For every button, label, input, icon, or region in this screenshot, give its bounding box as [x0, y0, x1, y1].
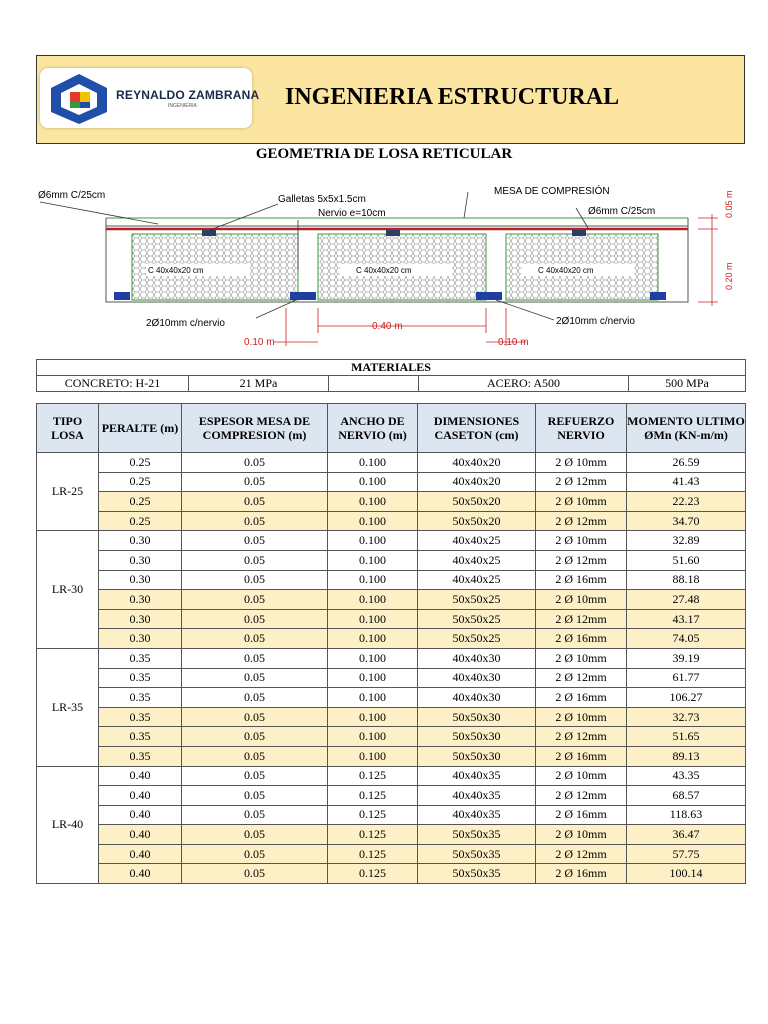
cell-peralte: 0.35 — [99, 688, 182, 708]
cell-ancho: 0.125 — [328, 766, 418, 786]
label-dim-height: 0.20 m — [724, 262, 734, 290]
concrete-label: CONCRETO: H-21 — [37, 376, 189, 392]
cell-refuerzo: 2 Ø 10mm — [536, 453, 627, 473]
cell-dimensiones: 50x50x25 — [418, 590, 536, 610]
cell-momento: 106.27 — [627, 688, 746, 708]
cell-espesor: 0.05 — [182, 766, 328, 786]
page-header — [36, 55, 745, 144]
cell-peralte: 0.35 — [99, 707, 182, 727]
label-rebar-top-left: Ø6mm C/25cm — [38, 190, 106, 201]
cell-momento: 118.63 — [627, 805, 746, 825]
label-rebar-top-right: Ø6mm C/25cm — [588, 206, 656, 217]
table-row — [37, 727, 746, 747]
cell-peralte: 0.35 — [99, 746, 182, 766]
company-logo — [40, 68, 260, 128]
cell-momento: 68.57 — [627, 786, 746, 806]
logo-subtitle: INGENIERIA — [168, 103, 197, 109]
cell-espesor: 0.05 — [182, 805, 328, 825]
table-row — [37, 746, 746, 766]
materials-table — [36, 359, 746, 392]
cell-ancho: 0.100 — [328, 668, 418, 688]
bottom-rebar-1 — [114, 292, 130, 300]
cell-espesor: 0.05 — [182, 550, 328, 570]
cell-ancho: 0.100 — [328, 648, 418, 668]
table-row — [37, 531, 746, 551]
label-dim-010-right: 0.10 m — [498, 337, 529, 348]
cell-refuerzo: 2 Ø 16mm — [536, 864, 627, 884]
cell-refuerzo: 2 Ø 12mm — [536, 844, 627, 864]
cell-refuerzo: 2 Ø 12mm — [536, 472, 627, 492]
cell-refuerzo: 2 Ø 12mm — [536, 511, 627, 531]
slab-section-diagram — [28, 178, 740, 350]
cell-momento: 43.17 — [627, 609, 746, 629]
slab-properties-table — [36, 403, 746, 884]
table-row — [37, 590, 746, 610]
cell-momento: 89.13 — [627, 746, 746, 766]
cell-refuerzo: 2 Ø 16mm — [536, 688, 627, 708]
cell-dimensiones: 50x50x30 — [418, 727, 536, 747]
label-nervio: Nervio e=10cm — [318, 208, 386, 219]
cell-espesor: 0.05 — [182, 492, 328, 512]
block-label-3: C 40x40x20 cm — [538, 266, 594, 275]
cell-espesor: 0.05 — [182, 864, 328, 884]
table-row — [37, 609, 746, 629]
concrete-value: 21 MPa — [189, 376, 329, 392]
cell-momento: 27.48 — [627, 590, 746, 610]
cell-ancho: 0.125 — [328, 844, 418, 864]
cell-espesor: 0.05 — [182, 570, 328, 590]
cell-espesor: 0.05 — [182, 844, 328, 864]
cell-ancho: 0.100 — [328, 550, 418, 570]
cell-ancho: 0.100 — [328, 688, 418, 708]
cell-peralte: 0.35 — [99, 727, 182, 747]
cell-dimensiones: 50x50x30 — [418, 707, 536, 727]
header-peralte: PERALTE (m) — [99, 404, 182, 453]
cell-dimensiones: 40x40x25 — [418, 550, 536, 570]
cell-tipo: LR-40 — [37, 766, 99, 884]
cell-ancho: 0.125 — [328, 786, 418, 806]
cell-peralte: 0.25 — [99, 472, 182, 492]
cell-dimensiones: 50x50x25 — [418, 609, 536, 629]
table-row — [37, 453, 746, 473]
cell-momento: 51.65 — [627, 727, 746, 747]
header-dimensiones: DIMENSIONES CASETON (cm) — [418, 404, 536, 453]
cell-momento: 26.59 — [627, 453, 746, 473]
cell-dimensiones: 40x40x35 — [418, 786, 536, 806]
cell-refuerzo: 2 Ø 16mm — [536, 629, 627, 649]
cell-dimensiones: 40x40x30 — [418, 668, 536, 688]
cell-dimensiones: 40x40x35 — [418, 766, 536, 786]
cell-espesor: 0.05 — [182, 590, 328, 610]
cell-dimensiones: 50x50x20 — [418, 511, 536, 531]
table-row — [37, 864, 746, 884]
table-row — [37, 668, 746, 688]
cell-refuerzo: 2 Ø 10mm — [536, 590, 627, 610]
cell-espesor: 0.05 — [182, 472, 328, 492]
cell-momento: 32.73 — [627, 707, 746, 727]
cell-refuerzo: 2 Ø 10mm — [536, 766, 627, 786]
cell-espesor: 0.05 — [182, 609, 328, 629]
cell-refuerzo: 2 Ø 10mm — [536, 492, 627, 512]
cell-ancho: 0.100 — [328, 570, 418, 590]
cell-peralte: 0.40 — [99, 844, 182, 864]
cell-espesor: 0.05 — [182, 629, 328, 649]
cell-ancho: 0.100 — [328, 609, 418, 629]
cell-dimensiones: 40x40x20 — [418, 453, 536, 473]
label-dim-010-left: 0.10 m — [244, 337, 275, 348]
header-espesor: ESPESOR MESA DE COMPRESION (m) — [182, 404, 328, 453]
block-label-2: C 40x40x20 cm — [356, 266, 412, 275]
cell-refuerzo: 2 Ø 12mm — [536, 550, 627, 570]
cell-momento: 100.14 — [627, 864, 746, 884]
cell-peralte: 0.25 — [99, 511, 182, 531]
table-row — [37, 766, 746, 786]
cell-peralte: 0.30 — [99, 550, 182, 570]
cell-espesor: 0.05 — [182, 453, 328, 473]
cell-espesor: 0.05 — [182, 825, 328, 845]
cell-dimensiones: 50x50x30 — [418, 746, 536, 766]
cell-refuerzo: 2 Ø 16mm — [536, 570, 627, 590]
cell-dimensiones: 40x40x25 — [418, 531, 536, 551]
cell-momento: 32.89 — [627, 531, 746, 551]
bottom-rebar-4 — [650, 292, 666, 300]
steel-value: 500 MPa — [629, 376, 746, 392]
label-dim-top: 0.05 m — [724, 190, 734, 218]
cell-peralte: 0.40 — [99, 805, 182, 825]
cell-peralte: 0.40 — [99, 864, 182, 884]
header-ancho: ANCHO DE NERVIO (m) — [328, 404, 418, 453]
materials-title: MATERIALES — [37, 360, 746, 376]
cell-dimensiones: 40x40x20 — [418, 472, 536, 492]
cell-refuerzo: 2 Ø 12mm — [536, 727, 627, 747]
cell-espesor: 0.05 — [182, 707, 328, 727]
cell-espesor: 0.05 — [182, 531, 328, 551]
label-dim-040: 0.40 m — [372, 321, 403, 332]
table-row — [37, 825, 746, 845]
cell-refuerzo: 2 Ø 10mm — [536, 648, 627, 668]
cell-momento: 57.75 — [627, 844, 746, 864]
galleta-1 — [202, 230, 216, 236]
hexagon-logo-icon — [46, 72, 112, 126]
cell-peralte: 0.30 — [99, 570, 182, 590]
cell-ancho: 0.125 — [328, 864, 418, 884]
cell-dimensiones: 50x50x35 — [418, 825, 536, 845]
cell-espesor: 0.05 — [182, 727, 328, 747]
header-tipo: TIPO LOSA — [37, 404, 99, 453]
cell-peralte: 0.30 — [99, 629, 182, 649]
cell-momento: 74.05 — [627, 629, 746, 649]
cell-ancho: 0.100 — [328, 707, 418, 727]
cell-espesor: 0.05 — [182, 511, 328, 531]
cell-dimensiones: 50x50x25 — [418, 629, 536, 649]
bottom-rebar-2 — [290, 292, 316, 300]
cell-refuerzo: 2 Ø 10mm — [536, 707, 627, 727]
cell-espesor: 0.05 — [182, 648, 328, 668]
cell-espesor: 0.05 — [182, 688, 328, 708]
cell-ancho: 0.100 — [328, 629, 418, 649]
cell-peralte: 0.25 — [99, 492, 182, 512]
cell-peralte: 0.30 — [99, 609, 182, 629]
cell-refuerzo: 2 Ø 12mm — [536, 786, 627, 806]
cell-ancho: 0.125 — [328, 805, 418, 825]
cell-ancho: 0.100 — [328, 511, 418, 531]
cell-ancho: 0.125 — [328, 825, 418, 845]
galleta-2 — [386, 230, 400, 236]
cell-ancho: 0.100 — [328, 531, 418, 551]
galleta-3 — [572, 230, 586, 236]
section-title: GEOMETRIA DE LOSA RETICULAR — [255, 146, 513, 162]
cell-dimensiones: 40x40x25 — [418, 570, 536, 590]
label-mesa: MESA DE COMPRESIÓN — [494, 186, 610, 197]
cell-refuerzo: 2 Ø 16mm — [536, 746, 627, 766]
cell-refuerzo: 2 Ø 10mm — [536, 825, 627, 845]
label-bottom-left: 2Ø10mm c/nervio — [146, 318, 225, 329]
cell-dimensiones: 40x40x30 — [418, 688, 536, 708]
cell-espesor: 0.05 — [182, 668, 328, 688]
cell-ancho: 0.100 — [328, 472, 418, 492]
materials-empty-cell — [329, 376, 419, 392]
bottom-rebar-3 — [476, 292, 502, 300]
cell-peralte: 0.25 — [99, 453, 182, 473]
cell-ancho: 0.100 — [328, 590, 418, 610]
steel-label: ACERO: A500 — [419, 376, 629, 392]
cell-ancho: 0.100 — [328, 492, 418, 512]
table-row — [37, 472, 746, 492]
cell-tipo: LR-30 — [37, 531, 99, 649]
cell-dimensiones: 40x40x35 — [418, 805, 536, 825]
logo-name: REYNALDO ZAMBRANA — [116, 88, 260, 102]
table-row — [37, 629, 746, 649]
table-row — [37, 648, 746, 668]
header-momento: MOMENTO ULTIMO ØMn (KN-m/m) — [627, 404, 746, 453]
cell-peralte: 0.40 — [99, 786, 182, 806]
cell-momento: 41.43 — [627, 472, 746, 492]
cell-peralte: 0.35 — [99, 668, 182, 688]
cell-espesor: 0.05 — [182, 746, 328, 766]
table-row — [37, 688, 746, 708]
table-row — [37, 707, 746, 727]
table-row — [37, 511, 746, 531]
cell-peralte: 0.30 — [99, 590, 182, 610]
cell-tipo: LR-25 — [37, 453, 99, 531]
cell-momento: 51.60 — [627, 550, 746, 570]
cell-dimensiones: 50x50x35 — [418, 844, 536, 864]
cell-espesor: 0.05 — [182, 786, 328, 806]
cell-peralte: 0.40 — [99, 766, 182, 786]
label-bottom-right: 2Ø10mm c/nervio — [556, 316, 635, 327]
block-label-1: C 40x40x20 cm — [148, 266, 204, 275]
header-refuerzo: REFUERZO NERVIO — [536, 404, 627, 453]
cell-peralte: 0.30 — [99, 531, 182, 551]
cell-tipo: LR-35 — [37, 648, 99, 766]
page-title: INGENIERIA ESTRUCTURAL — [285, 84, 620, 110]
cell-peralte: 0.35 — [99, 648, 182, 668]
cell-momento: 61.77 — [627, 668, 746, 688]
table-row — [37, 844, 746, 864]
cell-refuerzo: 2 Ø 16mm — [536, 805, 627, 825]
cell-momento: 88.18 — [627, 570, 746, 590]
cell-ancho: 0.100 — [328, 746, 418, 766]
cell-refuerzo: 2 Ø 12mm — [536, 668, 627, 688]
cell-refuerzo: 2 Ø 12mm — [536, 609, 627, 629]
cell-ancho: 0.100 — [328, 453, 418, 473]
table-row — [37, 550, 746, 570]
cell-dimensiones: 40x40x30 — [418, 648, 536, 668]
cell-peralte: 0.40 — [99, 825, 182, 845]
table-row — [37, 805, 746, 825]
table-row — [37, 492, 746, 512]
cell-momento: 43.35 — [627, 766, 746, 786]
cell-dimensiones: 50x50x20 — [418, 492, 536, 512]
cell-ancho: 0.100 — [328, 727, 418, 747]
table-row — [37, 786, 746, 806]
cell-dimensiones: 50x50x35 — [418, 864, 536, 884]
label-galletas: Galletas 5x5x1.5cm — [278, 194, 366, 205]
cell-momento: 34.70 — [627, 511, 746, 531]
table-row — [37, 570, 746, 590]
cell-momento: 39.19 — [627, 648, 746, 668]
cell-refuerzo: 2 Ø 10mm — [536, 531, 627, 551]
cell-momento: 22.23 — [627, 492, 746, 512]
cell-momento: 36.47 — [627, 825, 746, 845]
